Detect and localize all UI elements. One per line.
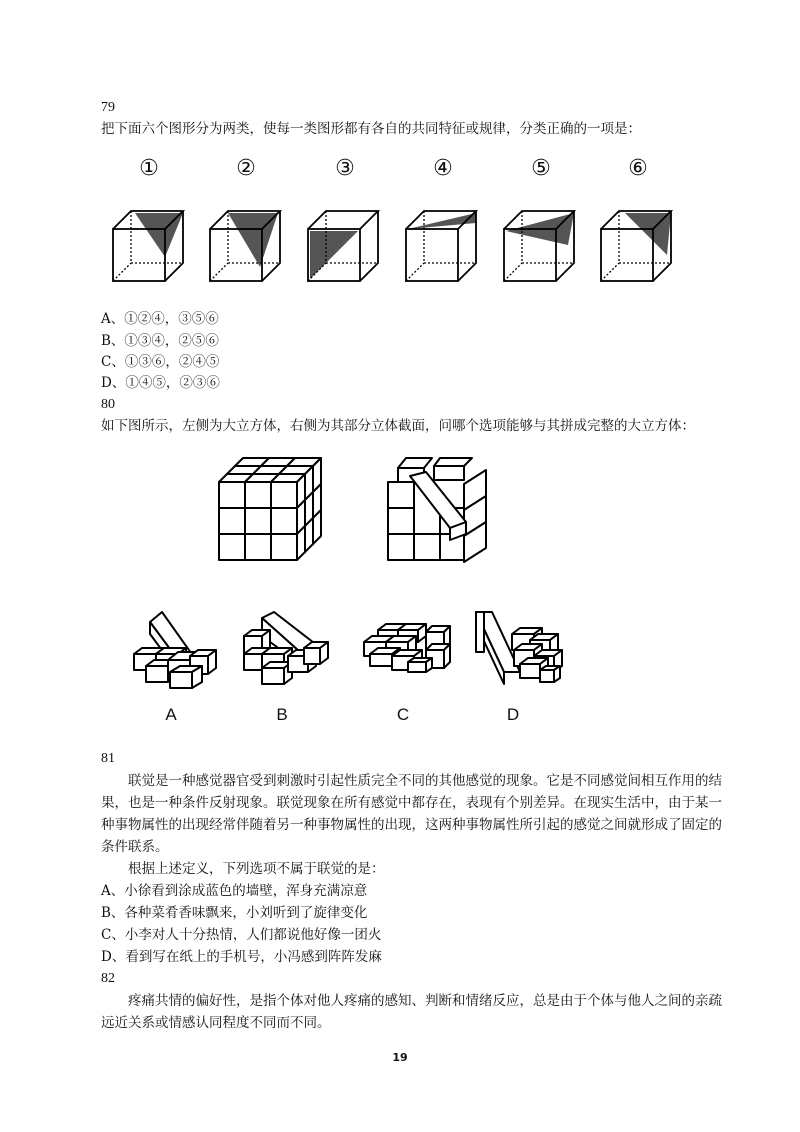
figure-label: ④ — [433, 156, 453, 181]
figure-label: ⑥ — [628, 156, 648, 181]
option-a[interactable]: A、①②④，③⑤⑥ — [101, 311, 219, 327]
question-text: 根据上述定义，下列选项不属于联觉的是： — [128, 861, 385, 877]
paragraph-line: 果，也是一种条件反射现象。联觉现象在所有感觉中都存在，表现有个别差异。在现实生活中，由于某一 — [101, 795, 722, 811]
cube-cell — [245, 482, 271, 508]
option-piece-a — [134, 612, 216, 688]
option-c[interactable]: C、①③⑥，②④⑤ — [101, 354, 220, 370]
cube-cell — [388, 534, 414, 560]
option-c[interactable]: C、小李对人十分热情，人们都说他好像一团火 — [101, 927, 382, 943]
block-front — [540, 670, 554, 682]
cube-cell-top — [398, 458, 432, 468]
cube-cell — [388, 482, 414, 508]
block-front — [146, 666, 168, 682]
question-number: 80 — [101, 397, 115, 412]
cube-cell — [219, 482, 245, 508]
cube-cell — [219, 508, 245, 534]
paragraph-line: 疼痛共情的偏好性，是指个体对他人疼痛的感知、判断和情绪反应，总是由于个体与他人之间的亲疏 — [128, 993, 722, 1009]
block-front — [520, 664, 540, 678]
block-front — [370, 654, 392, 666]
paragraph-line: 种事物属性的出现经常伴随着另一种事物属性的出现，这两种事物属性所引起的感觉之间就形成了固定的 — [101, 817, 722, 833]
cube-cell — [245, 508, 271, 534]
question-number: 82 — [101, 971, 115, 986]
figure-label: ③ — [335, 156, 355, 181]
question-number: 79 — [101, 100, 115, 115]
cube-cell — [434, 466, 464, 480]
option-piece-c — [364, 624, 450, 672]
cube-cell — [388, 508, 414, 534]
partial-cube-right — [388, 458, 486, 562]
block-front — [170, 672, 192, 688]
option-b[interactable]: B、①③④，②⑤⑥ — [101, 333, 219, 349]
block-front — [304, 648, 320, 664]
page-number: 19 — [392, 1051, 408, 1064]
option-d[interactable]: D、看到写在纸上的手机号，小冯感到阵阵发麻 — [101, 949, 382, 965]
block-front — [244, 654, 262, 670]
big-cube-left — [219, 458, 321, 560]
question-number: 81 — [101, 751, 115, 766]
cube-cell — [271, 534, 297, 560]
cube-cell — [219, 534, 245, 560]
cube-cell — [414, 534, 440, 560]
option-b[interactable]: B、各种菜肴香味飘来，小刘听到了旋律变化 — [101, 905, 368, 921]
cube-cell — [271, 508, 297, 534]
option-piece-b — [244, 612, 328, 684]
option-label-b[interactable]: B — [276, 705, 288, 724]
option-label-c[interactable]: C — [396, 705, 410, 724]
block-front — [408, 662, 426, 672]
option-piece-d — [476, 612, 562, 684]
plank-front — [476, 612, 484, 652]
option-a[interactable]: A、小徐看到涂成蓝色的墙壁，浑身充满凉意 — [101, 883, 368, 899]
question-prompt: 如下图所示，左侧为大立方体，右侧为其部分立体截面，问哪个选项能够与其拼成完整的大立方体： — [101, 418, 695, 434]
question-prompt: 把下面六个图形分为两类，使每一类图形都有各自的共同特征或规律，分类正确的一项是： — [101, 121, 641, 137]
paragraph-line: 联觉是一种感觉器官受到刺激时引起性质完全不同的其他感觉的现象。它是不同感觉间相互作用的结 — [128, 773, 722, 789]
cube-cell — [245, 534, 271, 560]
option-d[interactable]: D、①④⑤，②③⑥ — [101, 375, 220, 391]
figure-label: ② — [236, 156, 256, 181]
block-front — [262, 668, 284, 684]
paragraph-line: 远近关系或情感认同程度不同而不同。 — [101, 1015, 331, 1031]
cube-cell — [271, 482, 297, 508]
figure-label: ⑤ — [531, 156, 551, 181]
option-label-d[interactable]: D — [506, 705, 520, 724]
cube-cell-top — [434, 458, 472, 466]
option-label-a[interactable]: A — [165, 705, 177, 724]
paragraph-line: 条件联系。 — [101, 839, 169, 855]
figure-label: ① — [139, 156, 159, 181]
